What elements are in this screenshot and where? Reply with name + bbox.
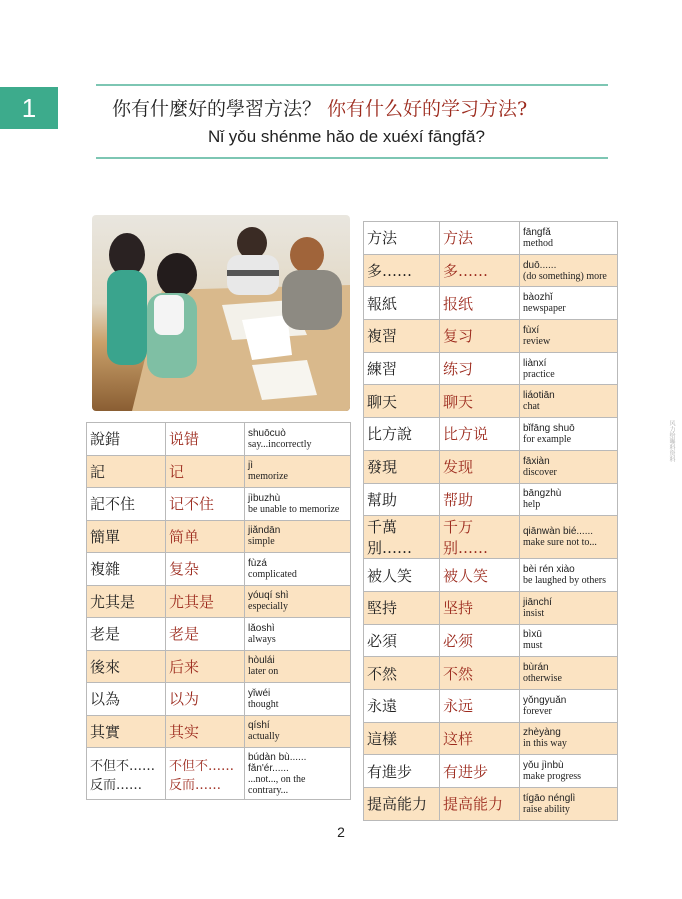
english-meaning: say...incorrectly — [248, 438, 312, 450]
traditional-term: 報紙 — [364, 287, 440, 320]
pinyin: fāxiàn — [523, 455, 550, 467]
gloss-cell — [520, 689, 618, 722]
pinyin: yǐwéi — [248, 687, 271, 699]
english-meaning: chat — [523, 401, 540, 413]
simplified-term: 老是 — [166, 618, 245, 651]
english-meaning: otherwise — [523, 673, 562, 685]
gloss-cell — [520, 222, 618, 255]
vocab-row — [364, 418, 618, 451]
english-meaning: must — [523, 640, 543, 652]
vocab-row — [364, 516, 618, 559]
pinyin: liànxí — [523, 357, 547, 369]
traditional-term: 練習 — [364, 352, 440, 385]
page-title — [112, 94, 527, 121]
pinyin: lǎoshì — [248, 622, 275, 634]
vocab-row — [87, 520, 351, 553]
traditional-term: 幫助 — [364, 483, 440, 516]
traditional-term: 其實 — [87, 715, 166, 748]
gloss-cell — [245, 715, 351, 748]
pinyin: qíshí — [248, 720, 270, 732]
students-studying-photo — [92, 215, 350, 411]
traditional-term: 複習 — [364, 320, 440, 353]
traditional-term: 這樣 — [364, 722, 440, 755]
english-meaning: later on — [248, 666, 279, 678]
simplified-term: 不然 — [440, 657, 520, 690]
english-meaning: insist — [523, 607, 545, 619]
english-meaning: forever — [523, 705, 552, 717]
gloss-cell — [520, 450, 618, 483]
english-meaning: actually — [248, 731, 280, 743]
simplified-term: 说错 — [166, 423, 245, 456]
traditional-term: 不然 — [364, 657, 440, 690]
english-meaning: thought — [248, 698, 279, 710]
traditional-term: 有進步 — [364, 755, 440, 788]
pinyin: bìxū — [523, 629, 542, 641]
simplified-term: 多…… — [440, 254, 520, 287]
simplified-term: 其实 — [166, 715, 245, 748]
english-meaning: discover — [523, 466, 557, 478]
english-meaning: make sure not to... — [523, 537, 597, 549]
simplified-term: 尤其是 — [166, 585, 245, 618]
simplified-term: 记不住 — [166, 488, 245, 521]
traditional-term: 多…… — [364, 254, 440, 287]
vocab-row — [364, 222, 618, 255]
pinyin: bèi rén xiào — [523, 564, 575, 576]
vocab-row — [364, 450, 618, 483]
vocab-row — [87, 585, 351, 618]
simplified-term: 比方说 — [440, 418, 520, 451]
simplified-term: 必须 — [440, 624, 520, 657]
traditional-term: 記不住 — [87, 488, 166, 521]
pinyin: yǒngyuǎn — [523, 694, 567, 706]
gloss-cell — [520, 559, 618, 592]
simplified-term: 后来 — [166, 650, 245, 683]
gloss-cell — [520, 254, 618, 287]
english-meaning: for example — [523, 433, 572, 445]
traditional-term: 發現 — [364, 450, 440, 483]
traditional-term: 不但不…… 反而…… — [87, 748, 166, 800]
gloss-cell — [520, 385, 618, 418]
vocab-row — [87, 748, 351, 800]
gloss-cell — [245, 455, 351, 488]
gloss-cell — [520, 320, 618, 353]
pinyin: jiǎndān — [248, 525, 281, 537]
simplified-term: 记 — [166, 455, 245, 488]
lesson-number-tab — [0, 87, 58, 129]
traditional-term: 記 — [87, 455, 166, 488]
pinyin: fāngfǎ — [523, 226, 551, 238]
traditional-term: 方法 — [364, 222, 440, 255]
vocab-row — [364, 755, 618, 788]
vocab-table-right — [363, 221, 618, 821]
title-top-rule — [96, 84, 608, 86]
simplified-term: 提高能力 — [440, 788, 520, 821]
gloss-cell — [520, 657, 618, 690]
pinyin: bùrán — [523, 662, 549, 674]
traditional-term: 以為 — [87, 683, 166, 716]
gloss-cell — [520, 483, 618, 516]
traditional-term: 後來 — [87, 650, 166, 683]
simplified-term: 被人笑 — [440, 559, 520, 592]
english-meaning: simple — [248, 536, 275, 548]
vocab-row — [364, 320, 618, 353]
vocab-row — [364, 559, 618, 592]
gloss-cell — [245, 748, 351, 800]
vocab-row — [364, 385, 618, 418]
gloss-cell — [520, 624, 618, 657]
simplified-term: 坚持 — [440, 591, 520, 624]
vocab-row — [364, 788, 618, 821]
lesson-number: 1 — [21, 92, 37, 123]
gloss-cell — [245, 650, 351, 683]
vocab-row — [364, 483, 618, 516]
english-meaning: review — [523, 335, 551, 347]
gloss-cell — [520, 755, 618, 788]
title-bottom-rule — [96, 157, 608, 159]
title-simplified: 你有什么好的学习方法? — [327, 98, 528, 120]
simplified-term: 以为 — [166, 683, 245, 716]
english-meaning: be laughed by others — [523, 575, 607, 587]
vocab-row — [87, 650, 351, 683]
simplified-term: 不但不…… 反而…… — [166, 748, 245, 800]
pinyin: jì — [248, 460, 253, 472]
gloss-cell — [520, 418, 618, 451]
vocab-row — [364, 352, 618, 385]
gloss-cell — [245, 553, 351, 586]
traditional-term: 提高能力 — [364, 788, 440, 821]
pinyin: hòulái — [248, 655, 275, 667]
title-traditional: 你有什麼好的學習方法？ — [112, 98, 322, 120]
pinyin: bāngzhù — [523, 488, 562, 500]
traditional-term: 聊天 — [364, 385, 440, 418]
pinyin: jìbuzhù — [248, 492, 281, 504]
traditional-term: 永遠 — [364, 689, 440, 722]
vocab-row — [87, 423, 351, 456]
traditional-term: 簡單 — [87, 520, 166, 553]
simplified-term: 复习 — [440, 320, 520, 353]
traditional-term: 必須 — [364, 624, 440, 657]
simplified-term: 聊天 — [440, 385, 520, 418]
english-meaning: ...not..., on the contrary... — [248, 773, 306, 796]
gloss-cell — [245, 423, 351, 456]
gloss-cell — [245, 520, 351, 553]
english-meaning: method — [523, 237, 553, 249]
vocab-row — [364, 689, 618, 722]
pinyin: fùzá — [248, 557, 267, 569]
english-meaning: be unable to memorize — [248, 503, 340, 515]
title-pinyin: Nǐ yǒu shénme hǎo de xuéxí fāngfǎ? — [208, 127, 485, 146]
english-meaning: raise ability — [523, 803, 570, 815]
gloss-cell — [245, 488, 351, 521]
pinyin: yǒu jìnbù — [523, 760, 564, 772]
vocab-row — [364, 657, 618, 690]
gloss-cell — [520, 722, 618, 755]
vocab-row — [364, 254, 618, 287]
traditional-term: 老是 — [87, 618, 166, 651]
pinyin: liáotiān — [523, 390, 555, 402]
simplified-term: 报纸 — [440, 287, 520, 320]
pinyin: qiānwàn bié...... — [523, 526, 594, 538]
traditional-term: 被人笑 — [364, 559, 440, 592]
vocab-table-left — [86, 422, 351, 800]
traditional-term: 堅持 — [364, 591, 440, 624]
simplified-term: 练习 — [440, 352, 520, 385]
simplified-term: 帮助 — [440, 483, 520, 516]
english-meaning: newspaper — [523, 303, 566, 315]
gloss-cell — [245, 683, 351, 716]
vocab-row — [87, 618, 351, 651]
vocab-row — [364, 591, 618, 624]
english-meaning: always — [248, 633, 276, 645]
english-meaning: help — [523, 499, 541, 511]
english-meaning: (do something) more — [523, 270, 607, 282]
simplified-term: 这样 — [440, 722, 520, 755]
vocab-row — [364, 722, 618, 755]
english-meaning: complicated — [248, 568, 297, 580]
vocab-row — [87, 715, 351, 748]
pinyin: tígāo nénglì — [523, 792, 576, 804]
pinyin: bǐfāng shuō — [523, 422, 575, 434]
english-meaning: make progress — [523, 771, 582, 783]
vocab-row — [87, 683, 351, 716]
pinyin: búdàn bù...... fǎn'ér...... — [248, 751, 307, 774]
gloss-cell — [520, 591, 618, 624]
side-note: 风力给曝料资料 — [668, 420, 675, 462]
pinyin: fùxí — [523, 324, 540, 336]
simplified-term: 千万别…… — [440, 516, 520, 559]
traditional-term: 複雜 — [87, 553, 166, 586]
pinyin: yóuqí shì — [248, 590, 289, 602]
traditional-term: 比方說 — [364, 418, 440, 451]
vocab-row — [364, 287, 618, 320]
traditional-term: 千萬別…… — [364, 516, 440, 559]
gloss-cell — [520, 516, 618, 559]
gloss-cell — [520, 788, 618, 821]
simplified-term: 复杂 — [166, 553, 245, 586]
simplified-term: 有进步 — [440, 755, 520, 788]
vocab-row — [364, 624, 618, 657]
vocab-row — [87, 455, 351, 488]
gloss-cell — [245, 585, 351, 618]
simplified-term: 发现 — [440, 450, 520, 483]
simplified-term: 简单 — [166, 520, 245, 553]
traditional-term: 說錯 — [87, 423, 166, 456]
english-meaning: in this way — [523, 738, 567, 750]
pinyin: jiānchí — [523, 596, 552, 608]
pinyin: shuōcuò — [248, 427, 286, 439]
vocab-row — [87, 488, 351, 521]
traditional-term: 尤其是 — [87, 585, 166, 618]
page-number: 2 — [337, 824, 345, 840]
pinyin: zhèyàng — [523, 727, 561, 739]
gloss-cell — [245, 618, 351, 651]
english-meaning: memorize — [248, 471, 288, 483]
pinyin: bàozhǐ — [523, 292, 553, 304]
english-meaning: practice — [523, 368, 555, 380]
gloss-cell — [520, 287, 618, 320]
simplified-term: 方法 — [440, 222, 520, 255]
vocab-row — [87, 553, 351, 586]
english-meaning: especially — [248, 601, 288, 613]
simplified-term: 永远 — [440, 689, 520, 722]
gloss-cell — [520, 352, 618, 385]
pinyin: duō...... — [523, 259, 557, 271]
